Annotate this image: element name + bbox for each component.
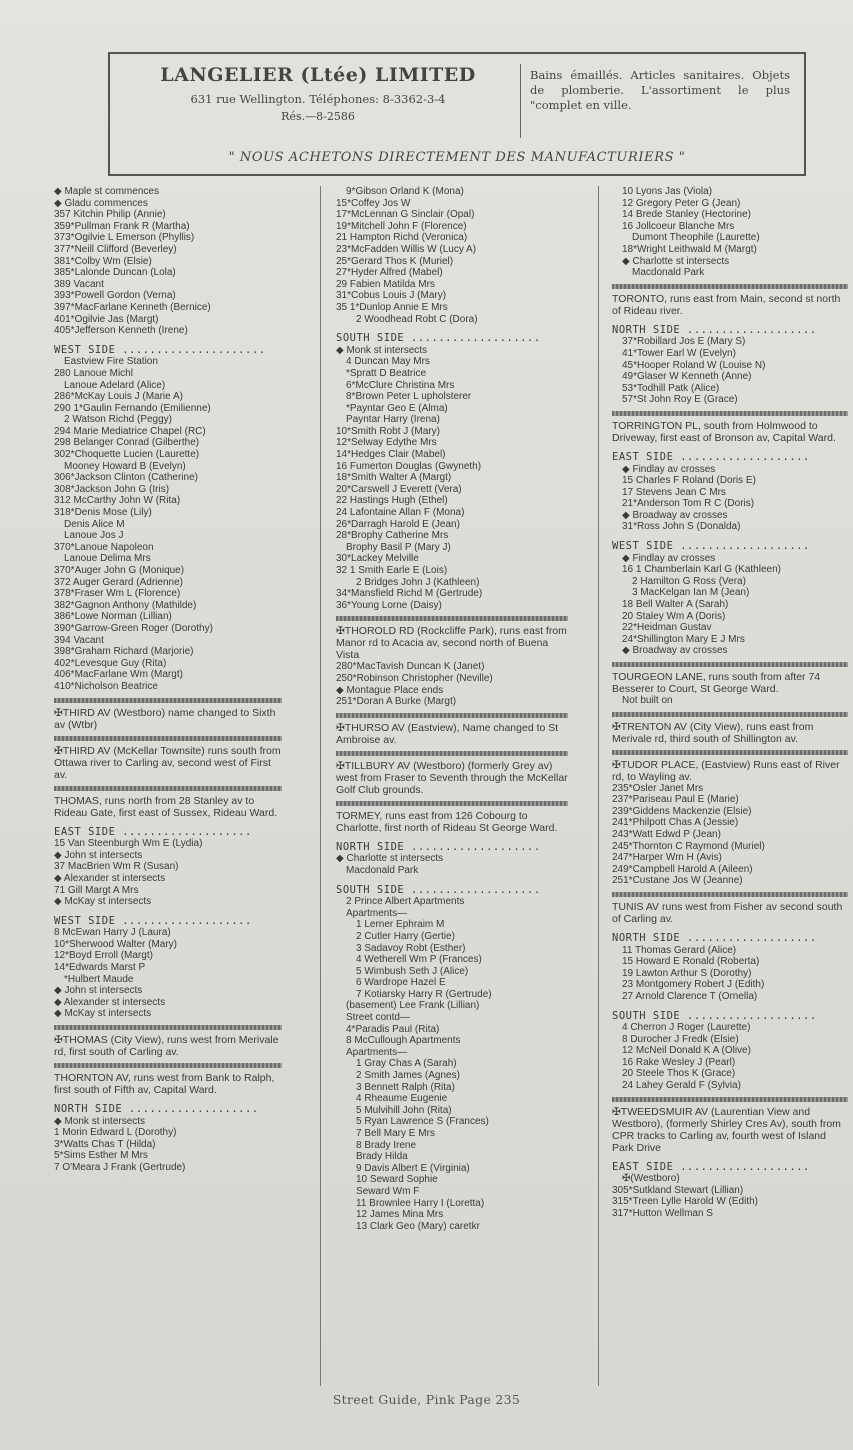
directory-entry: 11 Thomas Gerard (Alice) <box>622 944 737 956</box>
street-description: ✠THIRD AV (McKellar Townsite) runs south from Ottawa river to Carling av, second west of First av. <box>54 744 281 781</box>
directory-entry: 5 Mulvihill John (Rita) <box>356 1104 452 1116</box>
directory-entry: 19 Lawton Arthur S (Dorothy) <box>622 967 752 979</box>
directory-entry: 23*McFadden Willis W (Lucy A) <box>336 243 477 255</box>
section-separator <box>612 662 848 667</box>
directory-entry: 35 1*Dunlop Annie E Mrs <box>336 301 448 313</box>
side-heading: SOUTH SIDE ................... <box>336 884 541 896</box>
directory-entry: Not built on <box>622 695 673 706</box>
section-separator <box>612 750 848 755</box>
directory-entry: 306*Jackson Clinton (Catherine) <box>54 472 198 484</box>
directory-entry: 381*Colby Wm (Elsie) <box>54 255 152 267</box>
side-heading: WEST SIDE ................... <box>612 541 810 553</box>
directory-entry: Lanoue Delima Mrs <box>64 553 151 565</box>
directory-entry: 20 Steele Thos K (Grace) <box>622 1068 736 1080</box>
directory-entry: 14*Hedges Clair (Mabel) <box>336 449 446 461</box>
directory-entry: 302*Choquette Lucien (Laurette) <box>54 449 200 461</box>
directory-entry: Lanoue Adelard (Alice) <box>64 379 166 391</box>
directory-entry: 15*Coffey Jos W <box>336 197 411 209</box>
directory-entry: 237*Pariseau Paul E (Marie) <box>612 794 739 806</box>
directory-entry: 24 Lahey Gerald F (Sylvia) <box>622 1080 741 1092</box>
directory-entry: 2 Woodhead Robt C (Dora) <box>356 313 478 325</box>
directory-entry: 286*McKay Louis J (Marie A) <box>54 391 183 403</box>
directory-entry: 30*Lackey Melville <box>336 553 419 565</box>
directory-entry: 10 Seward Sophie <box>356 1174 438 1186</box>
directory-entry: 24*Shillington Mary E J Mrs <box>622 633 745 645</box>
side-heading: NORTH SIDE ................... <box>54 1104 259 1116</box>
directory-entry: 372 Auger Gerard (Adrienne) <box>54 576 183 588</box>
page-footer: Street Guide, Pink Page 235 <box>332 1392 521 1407</box>
directory-entry: 405*Jefferson Kenneth (Irene) <box>54 325 188 337</box>
directory-entry: 250*Robinson Christopher (Neville) <box>336 672 493 684</box>
directory-entry: ◆ Findlay av crosses <box>622 463 716 475</box>
directory-entry: 359*Pullman Frank R (Martha) <box>54 220 190 232</box>
column-divider <box>598 186 599 1386</box>
directory-entry: Seward Wm F <box>356 1185 420 1197</box>
street-description: THORNTON AV, runs west from Bank to Ralph, first south of Fifth av, Capital Ward. <box>54 1072 275 1097</box>
directory-entry: 45*Hooper Roland W (Louise N) <box>622 359 766 371</box>
advertisement-box <box>108 52 806 176</box>
directory-entry: ◆ Monk st intersects <box>54 1115 146 1127</box>
section-separator <box>612 1097 848 1102</box>
directory-entry: 373*Ogilvie L Emerson (Phyllis) <box>54 232 195 244</box>
directory-entry: 28*Brophy Catherine Mrs <box>336 530 449 542</box>
directory-entry: 294 Marie Mediatrice Chapel (RC) <box>54 425 206 437</box>
directory-entry: 9*Gibson Orland K (Mona) <box>346 186 464 197</box>
directory-entry: 8 McEwan Harry J (Laura) <box>54 927 171 939</box>
directory-entry: 251*Custane Jos W (Jeanne) <box>612 875 743 887</box>
side-heading: WEST SIDE ................... <box>54 915 252 927</box>
directory-entry: 10 Lyons Jas (Viola) <box>622 186 713 197</box>
directory-entry: 31*Cobus Louis J (Mary) <box>336 290 447 302</box>
section-separator <box>54 736 282 741</box>
street-description: TOURGEON LANE, runs south from after 74 Besserer to Court, St George Ward. <box>612 671 821 695</box>
directory-entry: 20 Staley Wm A (Doris) <box>622 610 726 622</box>
directory-entry: 17 Stevens Jean C Mrs <box>622 486 726 498</box>
directory-entry: 290 1*Gaulin Fernando (Emilienne) <box>54 402 211 414</box>
directory-entry: 4 Cherron J Roger (Laurette) <box>622 1022 751 1034</box>
directory-entry: 386*Lowe Norman (Lillian) <box>54 611 172 623</box>
directory-entry: Payntar Harry (Irena) <box>346 414 440 426</box>
advertisement-left <box>118 64 518 123</box>
directory-entry: 8 Brady Irene <box>356 1139 417 1151</box>
directory-entry: 37 MacBrien Wm R (Susan) <box>54 861 179 873</box>
directory-entry: 389 Vacant <box>54 278 104 290</box>
directory-entry: 49*Glaser W Kenneth (Anne) <box>622 371 752 383</box>
section-separator <box>336 801 568 806</box>
directory-entry: 312 McCarthy John W (Rita) <box>54 495 181 507</box>
directory-entry: 280 Lanoue Michl <box>54 367 133 379</box>
directory-entry: Eastview Fire Station <box>64 356 158 368</box>
section-separator <box>336 751 568 756</box>
directory-entry: 21*Anderson Tom R C (Doris) <box>622 498 755 510</box>
directory-entry: ◆ Charlotte st intersects <box>622 255 730 267</box>
directory-entry: 31*Ross John S (Donalda) <box>622 521 741 533</box>
directory-entry: 5 Ryan Lawrence S (Frances) <box>356 1116 489 1128</box>
directory-entry: ◆ Gladu commences <box>54 197 148 209</box>
directory-entry: 2 Hamilton G Ross (Vera) <box>632 575 746 587</box>
street-description: ✠TILLBURY AV (Westboro) (formerly Grey av) west from Fraser to Seventh through the McKellar Golf Club grounds. <box>336 759 568 796</box>
directory-entry: 393*Powell Gordon (Verna) <box>54 290 176 302</box>
section-separator <box>612 892 848 897</box>
directory-entry: 17*McLennan G Sinclair (Opal) <box>336 209 475 221</box>
directory-entry: 2 Watson Richd (Peggy) <box>64 414 173 426</box>
directory-entry: Lanoue Jos J <box>64 530 124 542</box>
directory-entry: 378*Fraser Wm L (Florence) <box>54 588 181 600</box>
directory-entry: 305*Sutkland Stewart (Lillian) <box>612 1184 744 1196</box>
directory-entry: 241*Philpott Chas A (Jessie) <box>612 817 739 829</box>
directory-entry: 6 Wardrope Hazel E <box>356 977 446 989</box>
directory-entry: 36*Young Lorne (Daisy) <box>336 599 442 611</box>
side-heading: WEST SIDE ..................... <box>54 344 266 356</box>
directory-entry: ✠(Westboro) <box>622 1173 680 1185</box>
directory-entry: 13 Clark Geo (Mary) caretkr <box>356 1220 480 1232</box>
directory-entry: Apartments— <box>346 907 408 919</box>
directory-entry: 402*Levesque Guy (Rita) <box>54 657 167 669</box>
directory-entry: 298 Belanger Conrad (Gilberthe) <box>54 437 200 449</box>
directory-entry: 4 Wetherell Wm P (Frances) <box>356 954 482 966</box>
street-description: THOMAS, runs north from 28 Stanley av to Rideau Gate, first east of Sussex, Rideau Ward. <box>54 794 278 819</box>
directory-entry: Apartments— <box>346 1046 408 1058</box>
directory-entry: 12 McNeil Donald K A (Olive) <box>622 1045 751 1057</box>
section-separator <box>612 284 848 289</box>
directory-entry: 245*Thornton C Raymond (Muriel) <box>612 840 765 852</box>
side-heading: EAST SIDE ................... <box>612 1161 810 1173</box>
directory-entry: 29 Fabien Matilda Mrs <box>336 278 435 290</box>
directory-entry: 12 Gregory Peter G (Jean) <box>622 197 741 209</box>
section-separator <box>612 712 848 717</box>
directory-entry: 318*Denis Mose (Lily) <box>54 507 152 519</box>
directory-entry: 12*Selway Edythe Mrs <box>336 437 437 449</box>
directory-entry: 239*Giddens Mackenzie (Elsie) <box>612 805 752 817</box>
street-description: TUNIS AV runs west from Fisher av second south of Carling av. <box>612 900 843 925</box>
directory-entry: 2 Smith James (Agnes) <box>356 1070 460 1082</box>
side-heading: SOUTH SIDE ................... <box>612 1010 817 1022</box>
directory-entry: 394 Vacant <box>54 634 104 646</box>
directory-entry: ◆ John st intersects <box>54 849 143 861</box>
directory-entry: 4 Rheaume Eugenie <box>356 1093 448 1105</box>
directory-entry: 20*Carswell J Everett (Vera) <box>336 483 462 495</box>
street-description: ✠THURSO AV (Eastview), Name changed to St Ambroise av. <box>336 721 559 746</box>
advertisement-residence: Rés.—8-2586 <box>281 110 355 123</box>
directory-entry: 26*Darragh Harold E (Jean) <box>336 518 460 530</box>
directory-entry: 4 Duncan May Mrs <box>346 356 430 368</box>
directory-entry: 249*Campbell Harold A (Aileen) <box>612 863 753 875</box>
directory-entry: 6*McClure Christina Mrs <box>346 379 455 391</box>
directory-entry: 2 Prince Albert Apartments <box>346 896 465 908</box>
directory-entry: 11 Brownlee Harry I (Loretta) <box>356 1197 485 1209</box>
directory-entry: 12 James Mina Mrs <box>356 1209 444 1221</box>
side-heading: SOUTH SIDE ................... <box>336 333 541 345</box>
directory-entry: 406*MacFarlane Wm (Margt) <box>54 669 183 681</box>
directory-entry: ◆ Broadway av crosses <box>622 509 728 521</box>
directory-entry: ◆ Montague Place ends <box>336 684 444 696</box>
advertisement-title: LANGELIER (Ltée) LIMITED <box>160 64 476 86</box>
directory-entry: 27 Arnold Clarence T (Ornella) <box>622 990 758 1002</box>
directory-entry: 15 Charles F Roland (Doris E) <box>622 475 756 487</box>
street-description: ✠TRENTON AV (City View), runs east from Merivale rd, third south of Shillington av. <box>612 720 814 745</box>
directory-entry: Macdonald Park <box>632 267 705 279</box>
directory-entry: 2 Bridges John J (Kathleen) <box>356 576 480 588</box>
directory-entry: 3 Bennett Ralph (Rita) <box>356 1081 455 1093</box>
directory-entry: ◆ Maple st commences <box>54 186 159 197</box>
directory-entry: ◆ McKay st intersects <box>54 896 152 908</box>
directory-entry: 24 Lafontaine Allan F (Mona) <box>336 507 465 519</box>
advertisement-address: 631 rue Wellington. Téléphones: 8-3362-3-4 <box>190 92 446 106</box>
directory-entry: *Spratt D Beatrice <box>346 367 427 379</box>
street-description: ✠TWEEDSMUIR AV (Laurentian View and Westboro), (formerly Shirley Cres Av), south from CPR tracks to Carling av, fourth west of Island Park Drive <box>612 1105 841 1154</box>
directory-entry: 3 Sadavoy Robt (Esther) <box>356 942 466 954</box>
directory-entry: 34*Mansfield Richd M (Gertrude) <box>336 588 483 600</box>
directory-entry: 9 Davis Albert E (Virginia) <box>356 1162 470 1174</box>
directory-entry: 22 Hastings Hugh (Ethel) <box>336 495 448 507</box>
directory-entry: Macdonald Park <box>346 864 419 876</box>
directory-entry: 32 1 Smith Earle E (Lois) <box>336 565 448 576</box>
directory-entry: 243*Watt Edwd P (Jean) <box>612 828 721 840</box>
directory-entry: 8 Durocher J Fredk (Elsie) <box>622 1033 739 1045</box>
section-separator <box>54 786 282 791</box>
directory-entry: 7 Kotiarsky Harry R (Gertrude) <box>356 988 492 1000</box>
directory-entry: Mooney Howard B (Evelyn) <box>64 460 186 472</box>
side-heading: EAST SIDE ................... <box>54 826 252 838</box>
section-separator <box>336 713 568 718</box>
directory-entry: 385*Lalonde Duncan (Lola) <box>54 267 176 279</box>
directory-column-2 <box>336 186 568 1232</box>
directory-entry: 21 Hampton Richd (Veronica) <box>336 232 468 244</box>
section-separator <box>54 1025 282 1030</box>
directory-entry: 308*Jackson John G (Iris) <box>54 483 170 495</box>
street-description: ✠TUDOR PLACE, (Eastview) Runs east of River rd, to Wayling av. <box>612 758 840 783</box>
directory-entry: 53*Todhill Patk (Alice) <box>622 382 720 394</box>
directory-entry: 398*Graham Richard (Marjorie) <box>54 646 194 658</box>
directory-entry: 1 Gray Chas A (Sarah) <box>356 1058 457 1070</box>
directory-entry: ◆ Broadway av crosses <box>622 645 728 657</box>
directory-entry: 4*Paradis Paul (Rita) <box>346 1023 440 1035</box>
street-description: TORONTO, runs east from Main, second st north of Rideau river. <box>612 292 841 317</box>
directory-entry: 1 Morin Edward L (Dorothy) <box>54 1127 177 1139</box>
directory-entry: Brophy Basil P (Mary J) <box>346 541 451 553</box>
directory-entry: 315*Treen Lylle Harold W (Edith) <box>612 1196 758 1208</box>
street-description: ✠THOROLD RD (Rockcliffe Park), runs east from Manor rd to Acacia av, second north of Buena Vista <box>336 625 567 662</box>
section-separator <box>54 1063 282 1068</box>
directory-entry: 22*Heidman Gustav <box>622 622 712 634</box>
side-heading: EAST SIDE ................... <box>612 451 810 463</box>
directory-entry: 16 Rake Wesley J (Pearl) <box>622 1056 736 1068</box>
directory-entry: ◆ Charlotte st intersects <box>336 853 444 865</box>
side-heading: NORTH SIDE ................... <box>336 841 541 853</box>
directory-entry: 25*Gerard Thos K (Muriel) <box>336 255 454 267</box>
directory-entry: 382*Gagnon Anthony (Mathilde) <box>54 599 197 611</box>
directory-entry: ◆ Alexander st intersects <box>54 996 166 1008</box>
directory-entry: 14*Edwards Marst P <box>54 962 146 974</box>
directory-entry: 8 McCullough Apartments <box>346 1035 461 1047</box>
directory-entry: 235*Osler Janet Mrs <box>612 782 704 794</box>
directory-entry: 5*Sims Esther M Mrs <box>54 1150 148 1162</box>
directory-entry: 10*Sherwood Walter (Mary) <box>54 938 178 950</box>
directory-column-3 <box>612 186 848 1220</box>
directory-entry: 27*Hyder Alfred (Mabel) <box>336 267 443 279</box>
directory-entry: *Hulbert Maude <box>64 973 134 985</box>
directory-entry: 18 Bell Walter A (Sarah) <box>622 599 729 611</box>
directory-entry: 10*Smith Robt J (Mary) <box>336 425 440 437</box>
directory-entry: 16 Jollcoeur Blanche Mrs <box>622 220 735 232</box>
directory-entry: 16 1 Chamberlain Karl G (Kathleen) <box>622 564 781 576</box>
directory-entry: Street contd— <box>346 1012 410 1024</box>
street-description: ✠THIRD AV (Westboro) name changed to Sixth av (Wtbr) <box>54 706 276 731</box>
directory-entry: ◆ Monk st intersects <box>336 344 428 356</box>
directory-entry: 71 Gill Margt A Mrs <box>54 884 139 896</box>
section-separator <box>54 698 282 703</box>
directory-entry: 8*Brown Peter L upholsterer <box>346 391 472 403</box>
directory-entry: 41*Tower Earl W (Evelyn) <box>622 347 736 359</box>
advertisement-description: Bains émaillés. Articles sanitaires. Objets de plomberie. L'assortiment le plus "complet en ville. <box>530 68 790 112</box>
directory-entry: 15 Howard E Ronald (Roberta) <box>622 956 760 968</box>
directory-entry: 37*Robillard Jos E (Mary S) <box>622 336 746 348</box>
directory-entry: 390*Garrow-Green Roger (Dorothy) <box>54 622 213 634</box>
directory-entry: 370*Auger John G (Monique) <box>54 565 185 576</box>
directory-entry: *Payntar Geo E (Alma) <box>346 402 448 414</box>
directory-entry: 370*Lanoue Napoleon <box>54 541 154 553</box>
directory-entry: 19*Mitchell John F (Florence) <box>336 220 467 232</box>
directory-entry: 410*Nicholson Beatrice <box>54 680 158 692</box>
section-separator <box>336 616 568 621</box>
directory-entry: 357 Kitchin Philip (Annie) <box>54 209 166 221</box>
directory-entry: ◆ John st intersects <box>54 985 143 997</box>
directory-entry: 15 Van Steenburgh Wm E (Lydia) <box>54 838 203 850</box>
column-divider <box>320 186 321 1386</box>
directory-entry: 280*MacTavish Duncan K (Janet) <box>336 661 485 673</box>
directory-entry: 16 Fumerton Douglas (Gwyneth) <box>336 460 482 472</box>
directory-entry: 317*Hutton Wellman S <box>612 1208 713 1220</box>
directory-entry: 12*Boyd Erroll (Margt) <box>54 950 153 962</box>
section-separator <box>612 411 848 416</box>
directory-entry: 3 MacKelgan Ian M (Jean) <box>632 587 750 599</box>
directory-entry: 7 Bell Mary E Mrs <box>356 1128 435 1139</box>
directory-entry: 5 Wimbush Seth J (Alice) <box>356 965 469 977</box>
directory-entry: 2 Cutler Harry (Gertie) <box>356 930 455 942</box>
directory-entry: ◆ Alexander st intersects <box>54 872 166 884</box>
directory-entry: 18*Smith Walter A (Margt) <box>336 472 452 484</box>
directory-entry: Denis Alice M <box>64 518 125 530</box>
directory-entry: 247*Harper Wm H (Avis) <box>612 852 722 864</box>
directory-entry: 18*Wright Leithwald M (Margt) <box>622 243 757 255</box>
directory-entry: ◆ McKay st intersects <box>54 1008 152 1020</box>
directory-column-1 <box>54 186 282 1174</box>
directory-entry: ◆ Findlay av crosses <box>622 552 716 564</box>
directory-entry: 397*MacFarlane Kenneth (Bernice) <box>54 301 211 313</box>
directory-entry: 251*Doran A Burke (Margt) <box>336 696 457 708</box>
street-description: TORRINGTON PL, south from Holmwood to Driveway, first east of Bronson av, Capital Ward. <box>612 419 836 444</box>
side-heading: NORTH SIDE ................... <box>612 932 817 944</box>
directory-entry: 401*Ogilvie Jas (Margt) <box>54 313 159 325</box>
directory-entry: 7 O'Meara J Frank (Gertrude) <box>54 1162 186 1173</box>
directory-entry: 23 Montgomery Robert J (Edith) <box>622 979 765 991</box>
directory-entry: (basement) Lee Frank (Lillian) <box>346 1000 480 1012</box>
directory-entry: 377*Neill Clifford (Beverley) <box>54 243 177 255</box>
side-heading: NORTH SIDE ................... <box>612 324 817 336</box>
street-description: TORMEY, runs east from 126 Cobourg to Charlotte, first north of Rideau St George Ward. <box>336 809 558 834</box>
directory-entry: 1 Lerner Ephraim M <box>356 919 445 931</box>
directory-entry: 57*St John Roy E (Grace) <box>622 394 738 406</box>
directory-entry: Dumont Theophile (Laurette) <box>632 232 760 244</box>
advertisement-divider <box>520 64 521 138</box>
advertisement-slogan: " NOUS ACHETONS DIRECTEMENT DES MANUFACTURIERS " <box>228 150 686 165</box>
directory-entry: 14 Brede Stanley (Hectorine) <box>622 209 751 221</box>
street-description: ✠THOMAS (City View), runs west from Merivale rd, first south of Carling av. <box>54 1034 279 1059</box>
directory-entry: 3*Watts Chas T (Hilda) <box>54 1138 156 1150</box>
directory-entry: Brady Hilda <box>356 1151 408 1163</box>
